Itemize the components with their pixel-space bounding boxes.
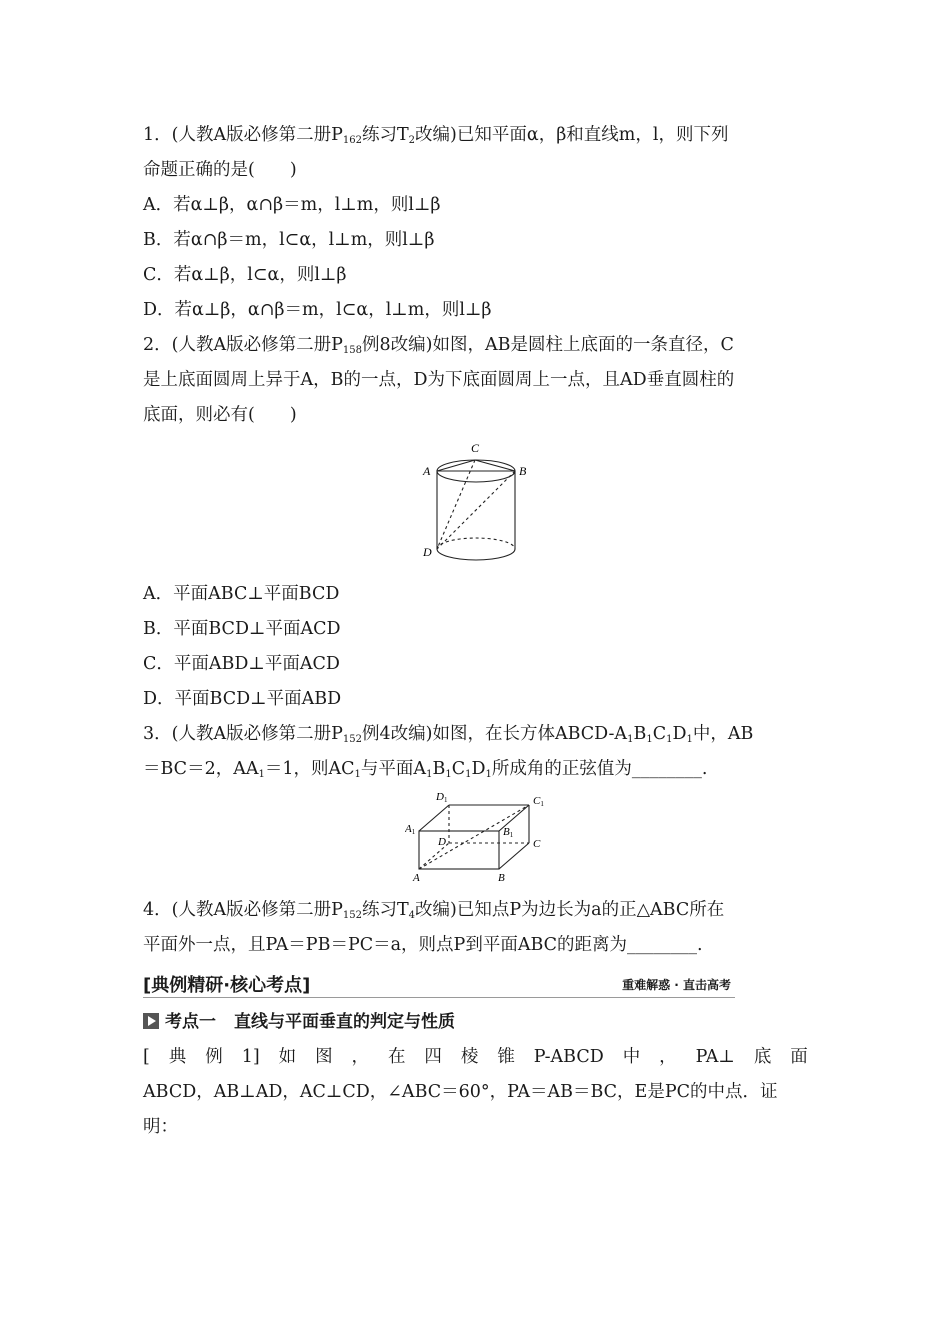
example-token: 锥 bbox=[497, 1047, 515, 1067]
option-text: 平面ABC⊥平面BCD bbox=[173, 584, 340, 604]
option-text: 若α⊥β，α∩β＝m，l⊥m，则l⊥β bbox=[173, 195, 441, 215]
q2-page-sub: 158 bbox=[342, 345, 362, 356]
label-b: B bbox=[519, 464, 527, 478]
segment-bd bbox=[437, 471, 515, 549]
q3-page-sub: 152 bbox=[342, 734, 362, 745]
q2-option-c[interactable] bbox=[143, 649, 340, 679]
q3-stem: C bbox=[451, 759, 466, 779]
example-token: 中 bbox=[622, 1047, 641, 1067]
q3-source: (人教A版必修第二册P bbox=[171, 724, 343, 744]
example-token: 底 bbox=[753, 1047, 772, 1067]
q4-source-mid: 练习T bbox=[361, 900, 409, 920]
subscript: 1 bbox=[465, 769, 472, 780]
example-token: 面 bbox=[790, 1047, 808, 1067]
q4-source-end: 改编) bbox=[415, 900, 457, 920]
q3-stem: B bbox=[432, 759, 446, 779]
q1-source-mid: 练习T bbox=[361, 125, 409, 145]
subscript: 1 bbox=[686, 734, 693, 745]
q2-option-a[interactable] bbox=[143, 579, 339, 609]
option-text: 平面ABD⊥平面ACD bbox=[173, 654, 340, 674]
label-a: A bbox=[413, 872, 420, 884]
front-face bbox=[419, 831, 499, 869]
q1-line-1 bbox=[143, 120, 729, 150]
subscript: 1 bbox=[646, 734, 653, 745]
example-token: 典 bbox=[168, 1047, 187, 1067]
q4-t-sub: 4 bbox=[408, 910, 416, 921]
q4-source: (人教A版必修第二册P bbox=[171, 900, 343, 920]
label-d: D bbox=[438, 836, 446, 848]
label-a: A bbox=[423, 464, 431, 478]
option-text: 平面BCD⊥平面ACD bbox=[173, 619, 341, 639]
label-b: B bbox=[498, 872, 505, 884]
example-token: 四 bbox=[424, 1047, 442, 1067]
q2-stem-1: 如图，AB是圆柱上底面的一条直径，C bbox=[432, 335, 734, 355]
option-label: C． bbox=[143, 265, 174, 285]
example-token: 在 bbox=[387, 1047, 406, 1067]
q2-line-2: 是上底面圆周上异于A，B的一点，D为下底面圆周上一点，且AD垂直圆柱的 bbox=[143, 370, 735, 390]
cylinder-figure bbox=[421, 436, 541, 566]
subscript: 1 bbox=[485, 769, 492, 780]
option-label: A． bbox=[143, 195, 174, 215]
q3-stem: ＝1，则AC bbox=[264, 759, 355, 779]
q3-line-2 bbox=[143, 754, 707, 784]
q4-line-2: 平面外一点，且PA＝PB＝PC＝a，则点P到平面ABC的距离为________. bbox=[143, 935, 703, 955]
q4-number: 4． bbox=[143, 900, 172, 920]
bottom-front-arc bbox=[437, 549, 515, 560]
q3-stem: ＝BC＝2，AA bbox=[143, 759, 259, 779]
section-title: [典例精研·核心考点] bbox=[143, 975, 311, 996]
section-subtitle: 重难解惑 · 直击高考 bbox=[622, 978, 731, 992]
example-token: 图 bbox=[315, 1047, 333, 1067]
q3-number: 3． bbox=[143, 724, 172, 744]
label-d: D bbox=[423, 545, 432, 559]
q2-line-3: 底面，则必有( ) bbox=[143, 405, 297, 425]
subscript: 1 bbox=[258, 769, 265, 780]
label-a1: A1 bbox=[405, 823, 416, 836]
bottom-back-arc bbox=[437, 538, 515, 549]
option-label: D． bbox=[143, 300, 175, 320]
subscript: 1 bbox=[627, 734, 634, 745]
example-line-3: 明： bbox=[143, 1117, 178, 1137]
q2-option-b[interactable] bbox=[143, 614, 341, 644]
example-token: ， bbox=[351, 1047, 370, 1067]
subscript: 1 bbox=[354, 769, 361, 780]
subscript: 1 bbox=[445, 769, 452, 780]
cuboid-figure bbox=[405, 788, 555, 888]
label-c: C bbox=[533, 838, 541, 850]
label-c: C bbox=[471, 441, 480, 455]
q3-stem: D bbox=[471, 759, 486, 779]
example-token: 如 bbox=[278, 1047, 297, 1067]
q4-page-sub: 152 bbox=[342, 910, 362, 921]
q1-source: (人教A版必修第二册P bbox=[171, 125, 343, 145]
segment-cd bbox=[437, 460, 475, 549]
q3-stem: 如图，在长方体ABCD-A bbox=[432, 724, 628, 744]
q3-stem: D bbox=[672, 724, 687, 744]
topic-heading bbox=[143, 1009, 455, 1035]
topic-label: 考点一 bbox=[165, 1012, 216, 1032]
edge-a1d1 bbox=[419, 805, 449, 831]
q3-stem: 与平面A bbox=[360, 759, 427, 779]
subscript: 1 bbox=[426, 769, 433, 780]
option-text: 若α⊥β，l⊂α，则l⊥β bbox=[173, 265, 347, 285]
subscript: 1 bbox=[666, 734, 673, 745]
option-label: B． bbox=[143, 230, 174, 250]
q3-line-1 bbox=[143, 719, 753, 749]
example-line-1 bbox=[143, 1042, 808, 1072]
q1-line-2: 命题正确的是( ) bbox=[143, 160, 297, 180]
label-b1: B1 bbox=[503, 826, 514, 839]
example-token: P-ABCD bbox=[533, 1047, 604, 1067]
q1-number: 1． bbox=[143, 125, 172, 145]
option-text: 若α∩β＝m，l⊂α，l⊥m，则l⊥β bbox=[173, 230, 435, 250]
option-text: 平面BCD⊥平面ABD bbox=[174, 689, 342, 709]
q4-stem-1: 已知点P为边长为a的正△ABC所在 bbox=[456, 900, 725, 920]
q1-option-d[interactable] bbox=[143, 295, 492, 325]
example-token: 1] bbox=[241, 1047, 260, 1067]
q2-source: (人教A版必修第二册P bbox=[171, 335, 343, 355]
q2-source-end: 例8改编) bbox=[361, 335, 433, 355]
q1-option-c[interactable] bbox=[143, 260, 347, 290]
label-c1: C1 bbox=[533, 795, 544, 808]
example-token: [ bbox=[143, 1047, 150, 1067]
q1-option-a[interactable] bbox=[143, 190, 441, 220]
q1-source-end: 改编) bbox=[415, 125, 457, 145]
q1-t-sub: 2 bbox=[408, 135, 416, 146]
topic-title: 直线与平面垂直的判定与性质 bbox=[234, 1012, 455, 1032]
q3-stem: 所成角的正弦值为________. bbox=[491, 759, 708, 779]
label-d1: D1 bbox=[436, 791, 448, 804]
option-label: C． bbox=[143, 654, 174, 674]
option-label: B． bbox=[143, 619, 174, 639]
q1-option-b[interactable] bbox=[143, 225, 434, 255]
section-header bbox=[143, 971, 735, 998]
option-text: 若α⊥β，α∩β＝m，l⊂α，l⊥m，则l⊥β bbox=[174, 300, 492, 320]
q1-stem-1: 已知平面α，β和直线m，l，则下列 bbox=[456, 125, 729, 145]
example-token: ， bbox=[659, 1047, 677, 1067]
q3-stem: 中，AB bbox=[692, 724, 754, 744]
edge-bc bbox=[499, 843, 529, 869]
q2-line-1 bbox=[143, 330, 734, 360]
q3-stem: C bbox=[652, 724, 667, 744]
example-line-2: ABCD，AB⊥AD，AC⊥CD，∠ABC＝60°，PA＝AB＝BC，E是PC的中点．证 bbox=[143, 1082, 778, 1102]
q4-line-1 bbox=[143, 895, 724, 925]
q2-number: 2． bbox=[143, 335, 172, 355]
q3-source-end: 例4改编) bbox=[361, 724, 433, 744]
example-token: 例 bbox=[205, 1047, 223, 1067]
q3-stem: B bbox=[633, 724, 647, 744]
example-token: 棱 bbox=[460, 1047, 479, 1067]
option-label: D． bbox=[143, 689, 175, 709]
play-icon bbox=[143, 1013, 159, 1029]
example-token: PA⊥ bbox=[695, 1047, 735, 1067]
q2-option-d[interactable] bbox=[143, 684, 341, 714]
option-label: A． bbox=[143, 584, 174, 604]
q1-page-sub: 162 bbox=[342, 135, 362, 146]
